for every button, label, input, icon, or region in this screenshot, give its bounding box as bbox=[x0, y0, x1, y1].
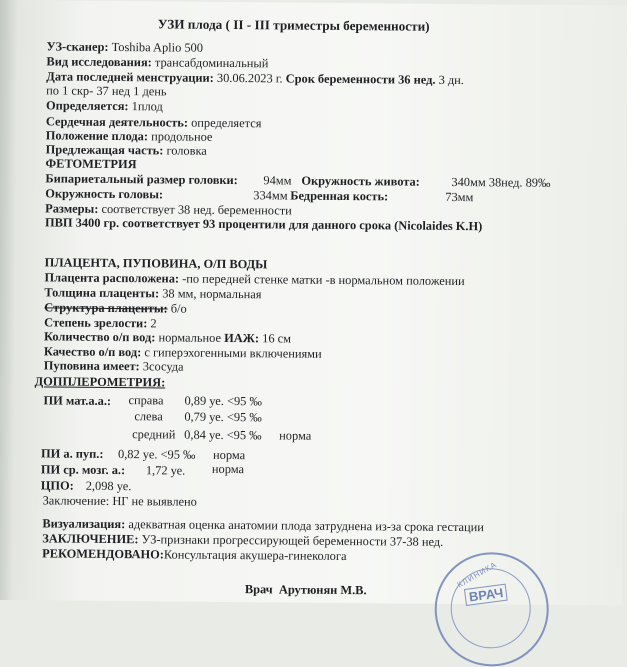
fl-value: 73мм bbox=[445, 189, 474, 205]
visualization-label: Визуализация: bbox=[42, 516, 126, 532]
hc-value: 334мм bbox=[253, 188, 288, 203]
lmp-extra: по 1 скр- 37 нед 1 день bbox=[46, 83, 167, 99]
cord-label: Пуповина имеет: bbox=[43, 358, 140, 374]
bpd-label: Бипариетальный размер головки: bbox=[45, 171, 238, 188]
exam-type-label: Вид исследования: bbox=[46, 54, 152, 70]
placenta-structure-row bbox=[44, 300, 187, 315]
anomalies-row bbox=[43, 493, 197, 508]
doctor-stamp bbox=[434, 552, 549, 667]
doctor-name: Арутюнян М.В. bbox=[278, 582, 367, 598]
fluid-quality-value: с гиперэхогенными включениями bbox=[144, 345, 322, 361]
fetus-count-row bbox=[46, 98, 163, 113]
scanner-value: Toshiba Aplio 500 bbox=[111, 39, 204, 55]
placenta-location-value: -по передней стенке матки -в нормальном положении bbox=[182, 271, 465, 289]
lmp-date: 30.06.2023 г. bbox=[216, 70, 283, 86]
anomalies-label: Заключение: bbox=[42, 493, 110, 508]
term-days: 3 дн. bbox=[438, 72, 464, 88]
umb-note: норма bbox=[212, 447, 246, 463]
uterine-label: ПИ мат.а.а.: bbox=[43, 393, 112, 408]
stamp-word: ВРАЧ bbox=[464, 584, 508, 606]
cord-row bbox=[44, 358, 184, 373]
maturity-value: 2 bbox=[150, 316, 157, 331]
fetometry-heading: ФЕТОМЕТРИЯ bbox=[45, 156, 137, 172]
left-label: слева bbox=[134, 409, 163, 424]
umb-value: 0,82 уе. <95 ‰ bbox=[117, 447, 196, 462]
maturity-row bbox=[44, 315, 157, 330]
right-value: 0,89 уе. <95 ‰ bbox=[184, 393, 262, 409]
fluid-row bbox=[44, 329, 291, 345]
position-value: продольное bbox=[151, 129, 213, 144]
afi-label: ИАЖ: bbox=[224, 330, 260, 346]
presenting-label: Предлежащая часть: bbox=[45, 142, 164, 158]
doppler-heading: ДОППЛЕРОМЕТРИЯ: bbox=[34, 374, 166, 390]
mean-value: 0,84 уе. <95 ‰ bbox=[184, 427, 262, 443]
heart-value: определяется bbox=[191, 115, 262, 131]
placenta-structure-value: б/о bbox=[170, 301, 187, 316]
efw-row: ПВП 3400 гр. соответствует 93 процентили для данного срока (Nicolaides K.H) bbox=[44, 215, 483, 234]
mca-label: ПИ ср. мозг. а.: bbox=[40, 462, 126, 478]
size-label: Размеры: bbox=[45, 201, 99, 216]
exam-type-value: трансабдоминальный bbox=[154, 55, 269, 71]
bpd-row bbox=[45, 171, 238, 187]
left-value: 0,79 уе. <95 ‰ bbox=[184, 409, 262, 425]
mca-note: норма bbox=[211, 461, 245, 477]
hc-label: Окружность головы: bbox=[45, 186, 164, 202]
placenta-thickness-row bbox=[44, 285, 261, 301]
term-weeks: 36 нед. bbox=[398, 72, 436, 87]
fetus-count-label: Определяется: bbox=[46, 98, 129, 114]
recommended-label: РЕКОМЕНДОВАНО: bbox=[42, 546, 164, 562]
position-row bbox=[46, 128, 213, 143]
lmp-label: Дата последней менструации: bbox=[46, 69, 214, 85]
scanner-row bbox=[47, 39, 204, 54]
ac-value: 340мм 38нед. 89‰ bbox=[451, 174, 551, 190]
stamp-ring-text: КЛИНИКА bbox=[455, 559, 499, 590]
term-label: Срок беременности bbox=[285, 71, 396, 87]
maturity-label: Степень зрелости: bbox=[44, 315, 148, 331]
conclusion-value: УЗ-признаки прогрессирующей беременности 37-38 нед. bbox=[141, 532, 444, 549]
heart-label: Сердечная деятельность: bbox=[45, 114, 189, 130]
presenting-value: головка bbox=[166, 143, 207, 158]
document-title: УЗИ плода ( II - III триместры беременности) bbox=[157, 16, 430, 34]
anomalies-value: НГ не выявлено bbox=[112, 494, 197, 509]
right-label: справа bbox=[128, 393, 164, 408]
cpr-label: ЦПО: bbox=[40, 478, 74, 493]
bpd-value: 94мм bbox=[263, 173, 292, 188]
mca-value: 1,72 уе. bbox=[145, 463, 186, 478]
fl-label: Бедренная кость: bbox=[290, 188, 389, 204]
recommended-row bbox=[42, 546, 346, 563]
fluid-quality-label: Качество о/п вод: bbox=[43, 344, 142, 360]
mean-note: норма bbox=[279, 428, 312, 443]
ac-label: Окружность живота: bbox=[301, 173, 420, 189]
exam-type-row bbox=[46, 54, 268, 70]
presenting-row bbox=[46, 142, 207, 157]
doctor-label: Врач bbox=[244, 582, 273, 597]
cpr-value: 2,098 уе. bbox=[85, 478, 132, 494]
afi-value: 16 см bbox=[262, 331, 292, 346]
page-edge-shadow bbox=[0, 0, 18, 600]
position-label: Положение плода: bbox=[45, 128, 149, 144]
placenta-structure-label: Структура плаценты: bbox=[44, 300, 168, 316]
placenta-thickness-value: 38 мм, нормальная bbox=[162, 286, 262, 302]
placenta-heading: ПЛАЦЕНТА, ПУПОВИНА, О/П ВОДЫ bbox=[44, 255, 268, 272]
visualization-value: адекватная оценка анатомии плода затруднена из-за срока гестации bbox=[128, 517, 485, 535]
umb-label: ПИ а. пуп.: bbox=[40, 446, 104, 461]
fetus-count-value: 1плод bbox=[131, 99, 163, 114]
size-value: соответствует 38 нед. беременности bbox=[101, 201, 292, 218]
fluid-label: Количество о/п вод: bbox=[44, 329, 156, 345]
scanner-label: УЗ-сканер: bbox=[46, 39, 109, 54]
recommended-value: Консультация акушера-гинеколога bbox=[163, 547, 347, 564]
placenta-location-label: Плацента расположена: bbox=[44, 270, 180, 286]
conclusion-label: ЗАКЛЮЧЕНИЕ: bbox=[42, 531, 139, 547]
fluid-value: нормальное bbox=[158, 330, 222, 345]
placenta-thickness-label: Толщина плаценты: bbox=[44, 285, 160, 301]
mean-label: средний bbox=[132, 427, 176, 442]
cord-value: 3сосуда bbox=[142, 359, 184, 374]
doctor-signature-row bbox=[245, 582, 367, 597]
